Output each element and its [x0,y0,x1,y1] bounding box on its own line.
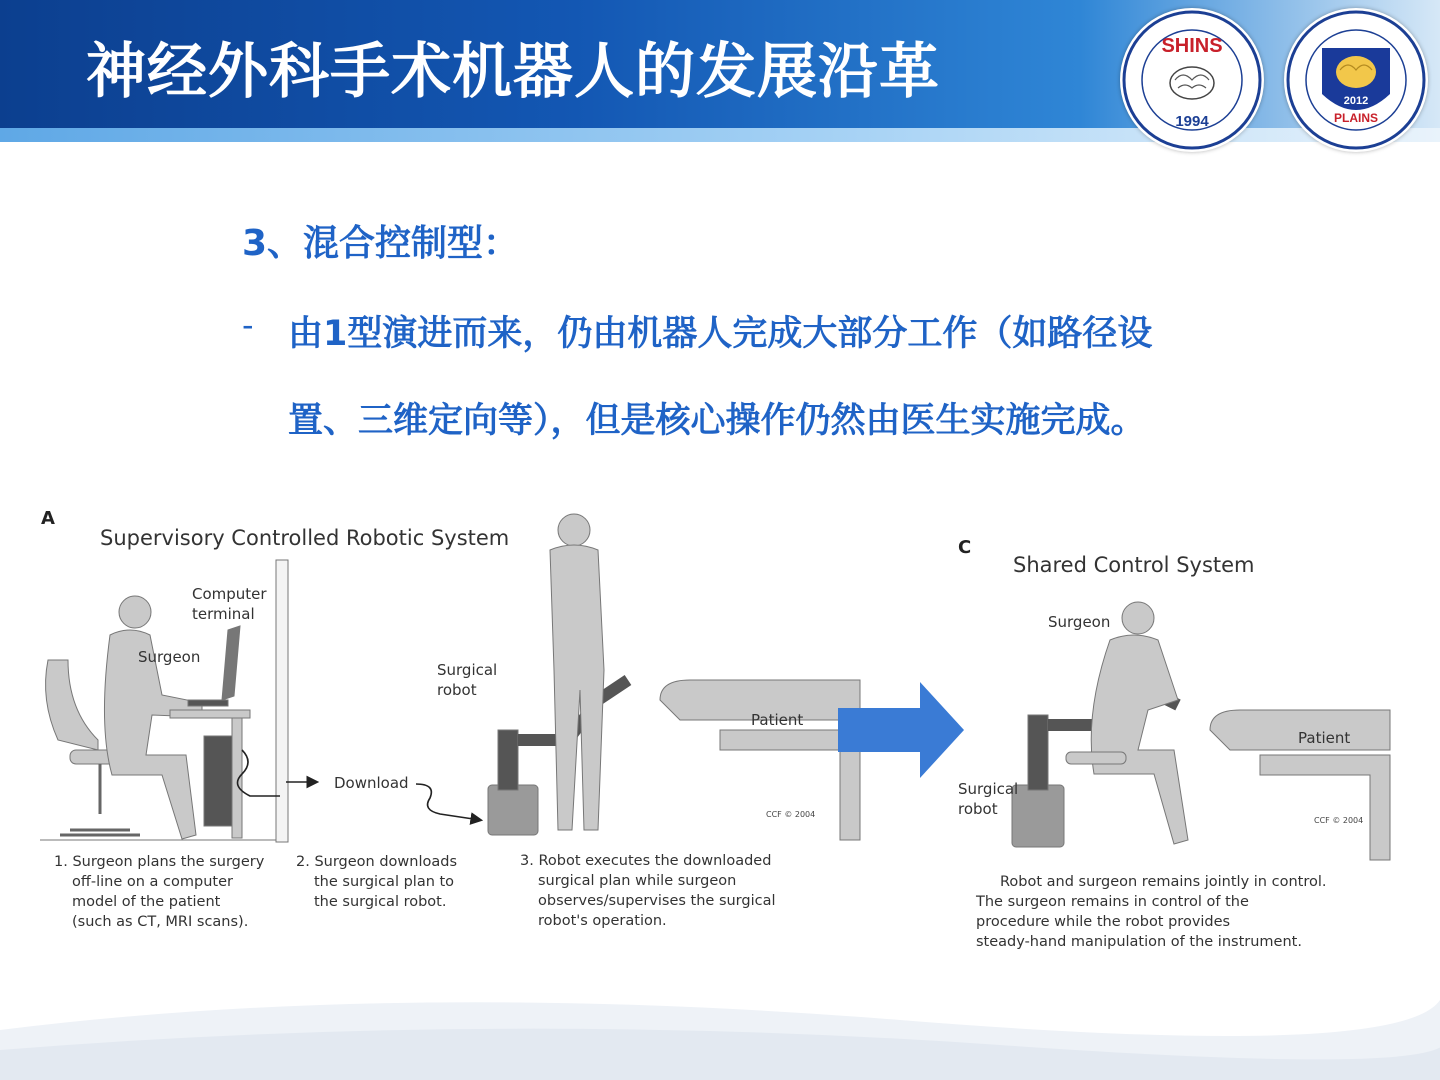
caption-c-line4: steady-hand manipulation of the instrument. [976,934,1302,950]
caption-3-line4: robot's operation. [538,913,667,929]
surgeon-c-body [1091,635,1188,844]
stool-c [1066,752,1126,764]
plains-name: PLAINS [1333,111,1379,125]
computer-tower [204,736,232,826]
caption-3-line1: 3. Robot executes the downloaded [520,853,772,869]
bullet-line-1: 由1型演进而来，仍由机器人完成大部分工作（如路径设 [288,314,1153,354]
bottom-wave [0,960,1440,1080]
caption-1-line2: off-line on a computer [72,874,233,890]
label-surgeon-c: Surgeon [1048,613,1111,631]
caption-2-line1: 2. Surgeon downloads [296,854,458,870]
surgeon-a2-body [550,545,604,830]
label-computer-line2: terminal [192,605,255,623]
label-download: Download [334,774,409,792]
caption-3-line3: observes/supervises the surgical [538,893,776,909]
panel-c-title: Shared Control System [1013,553,1255,577]
surgeon-a2-head [558,514,590,546]
label-robot-c-line2: robot [958,800,998,818]
panel-a-letter: A [41,508,55,529]
label-robot-a-line1: Surgical [437,661,498,679]
monitor [222,626,240,700]
panel-a-title: Supervisory Controlled Robotic System [100,526,510,550]
chair-back [46,660,98,750]
copyright-a: CCF © 2004 [766,810,816,819]
plains-year: 2012 [1343,95,1369,107]
caption-c-line2: The surgeon remains in control of the [976,894,1249,910]
table-c [1260,755,1390,860]
robot-a-base [488,785,538,835]
caption-1-line4: (such as CT, MRI scans). [72,914,249,930]
robot-c-base [1012,785,1064,847]
surgeon-a-head [119,596,151,628]
shins-logo [1120,8,1264,152]
label-computer-line1: Computer [192,585,267,603]
caption-3-line2: surgical plan while surgeon [538,873,737,889]
surgeon-c-head [1122,602,1154,634]
shins-name: SHINS [1161,35,1223,57]
bullet-dash: - [242,306,254,344]
caption-2-line3: the surgical robot. [314,894,447,910]
label-robot-a-line2: robot [437,681,477,699]
wall [276,560,288,842]
caption-c-line1: Robot and surgeon remains jointly in control. [1000,874,1327,890]
label-patient-a: Patient [751,711,804,729]
label-robot-c-line1: Surgical [958,780,1019,798]
caption-c-line3: procedure while the robot provides [976,914,1231,930]
shins-year: 1994 [1175,113,1209,130]
caption-1-line1: 1. Surgeon plans the surgery [54,854,265,870]
slide-title: 神经外科手术机器人的发展沿革 [86,37,940,107]
figure-robotic-systems [0,490,1440,960]
caption-1-line3: model of the patient [72,894,221,910]
label-surgeon-a: Surgeon [138,648,201,666]
label-patient-c: Patient [1298,729,1351,747]
bullet-line-2: 置、三维定向等），但是核心操作仍然由医生实施完成。 [288,401,1146,441]
section-heading: 3、混合控制型： [242,223,520,264]
panel-c-letter: C [958,537,972,558]
desk [170,710,250,718]
copyright-c: CCF © 2004 [1314,816,1364,825]
caption-2-line2: the surgical plan to [314,874,455,890]
plains-logo [1284,8,1428,152]
